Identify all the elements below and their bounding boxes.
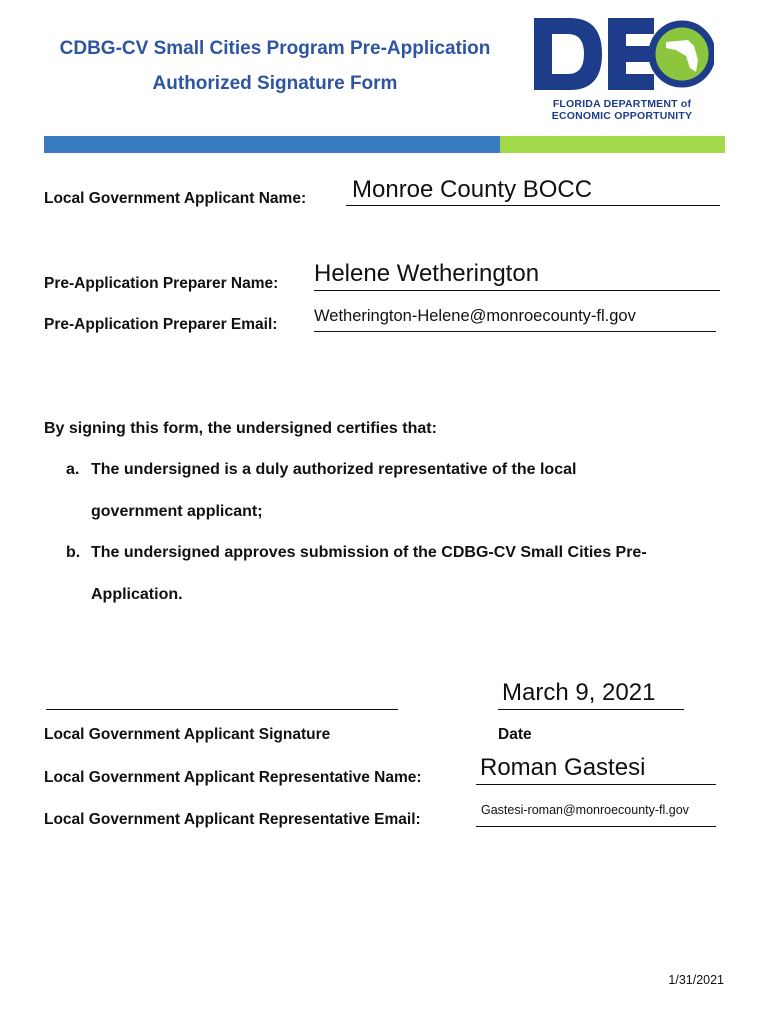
footer-date: 1/31/2021 [668,973,724,987]
rep-email-line [476,826,716,827]
preparer-name-label: Pre-Application Preparer Name: [44,275,279,292]
header-bar-blue [44,136,500,153]
header-bar-green [500,136,725,153]
item-b-line2: Application. [91,586,183,603]
certification-intro: By signing this form, the undersigned certifies that: [44,420,437,437]
preparer-email-line [314,331,716,332]
preparer-name-line [314,290,720,291]
item-b-marker: b. [66,544,81,561]
rep-name-line [476,784,716,785]
preparer-name-value[interactable]: Helene Wetherington [314,260,540,287]
date-line [498,709,684,710]
rep-email-label: Local Government Applicant Representative Email: [44,811,421,828]
item-a-marker: a. [66,461,80,478]
item-a-line2: government applicant; [91,503,263,520]
rep-name-value[interactable]: Roman Gastesi [480,754,646,781]
item-b-line1: The undersigned approves submission of the CDBG-CV Small Cities Pre- [91,544,647,561]
applicant-name-line [346,205,720,206]
form-title-line1: CDBG-CV Small Cities Program Pre-Application [59,38,491,59]
signature-label: Local Government Applicant Signature [44,726,331,743]
signature-line[interactable] [46,709,398,710]
item-a-line1: The undersigned is a duly authorized representative of the local [91,461,577,478]
deo-logo [530,12,714,122]
applicant-name-value[interactable]: Monroe County BOCC [352,176,593,203]
rep-email-value[interactable]: Gastesi-roman@monroecounty-fl.gov [481,803,689,817]
logo-text-line2: ECONOMIC OPPORTUNITY [551,110,693,122]
applicant-name-label: Local Government Applicant Name: [44,190,307,207]
date-value[interactable]: March 9, 2021 [502,679,656,706]
form-title-line2: Authorized Signature Form [152,73,398,94]
preparer-email-label: Pre-Application Preparer Email: [44,316,278,333]
rep-name-label: Local Government Applicant Representative Name: [44,769,422,786]
logo-text-line1: FLORIDA DEPARTMENT of [552,98,692,110]
date-label: Date [498,726,532,743]
preparer-email-value[interactable]: Wetherington-Helene@monroecounty-fl.gov [314,307,636,325]
deo-logo-mark [530,12,714,104]
